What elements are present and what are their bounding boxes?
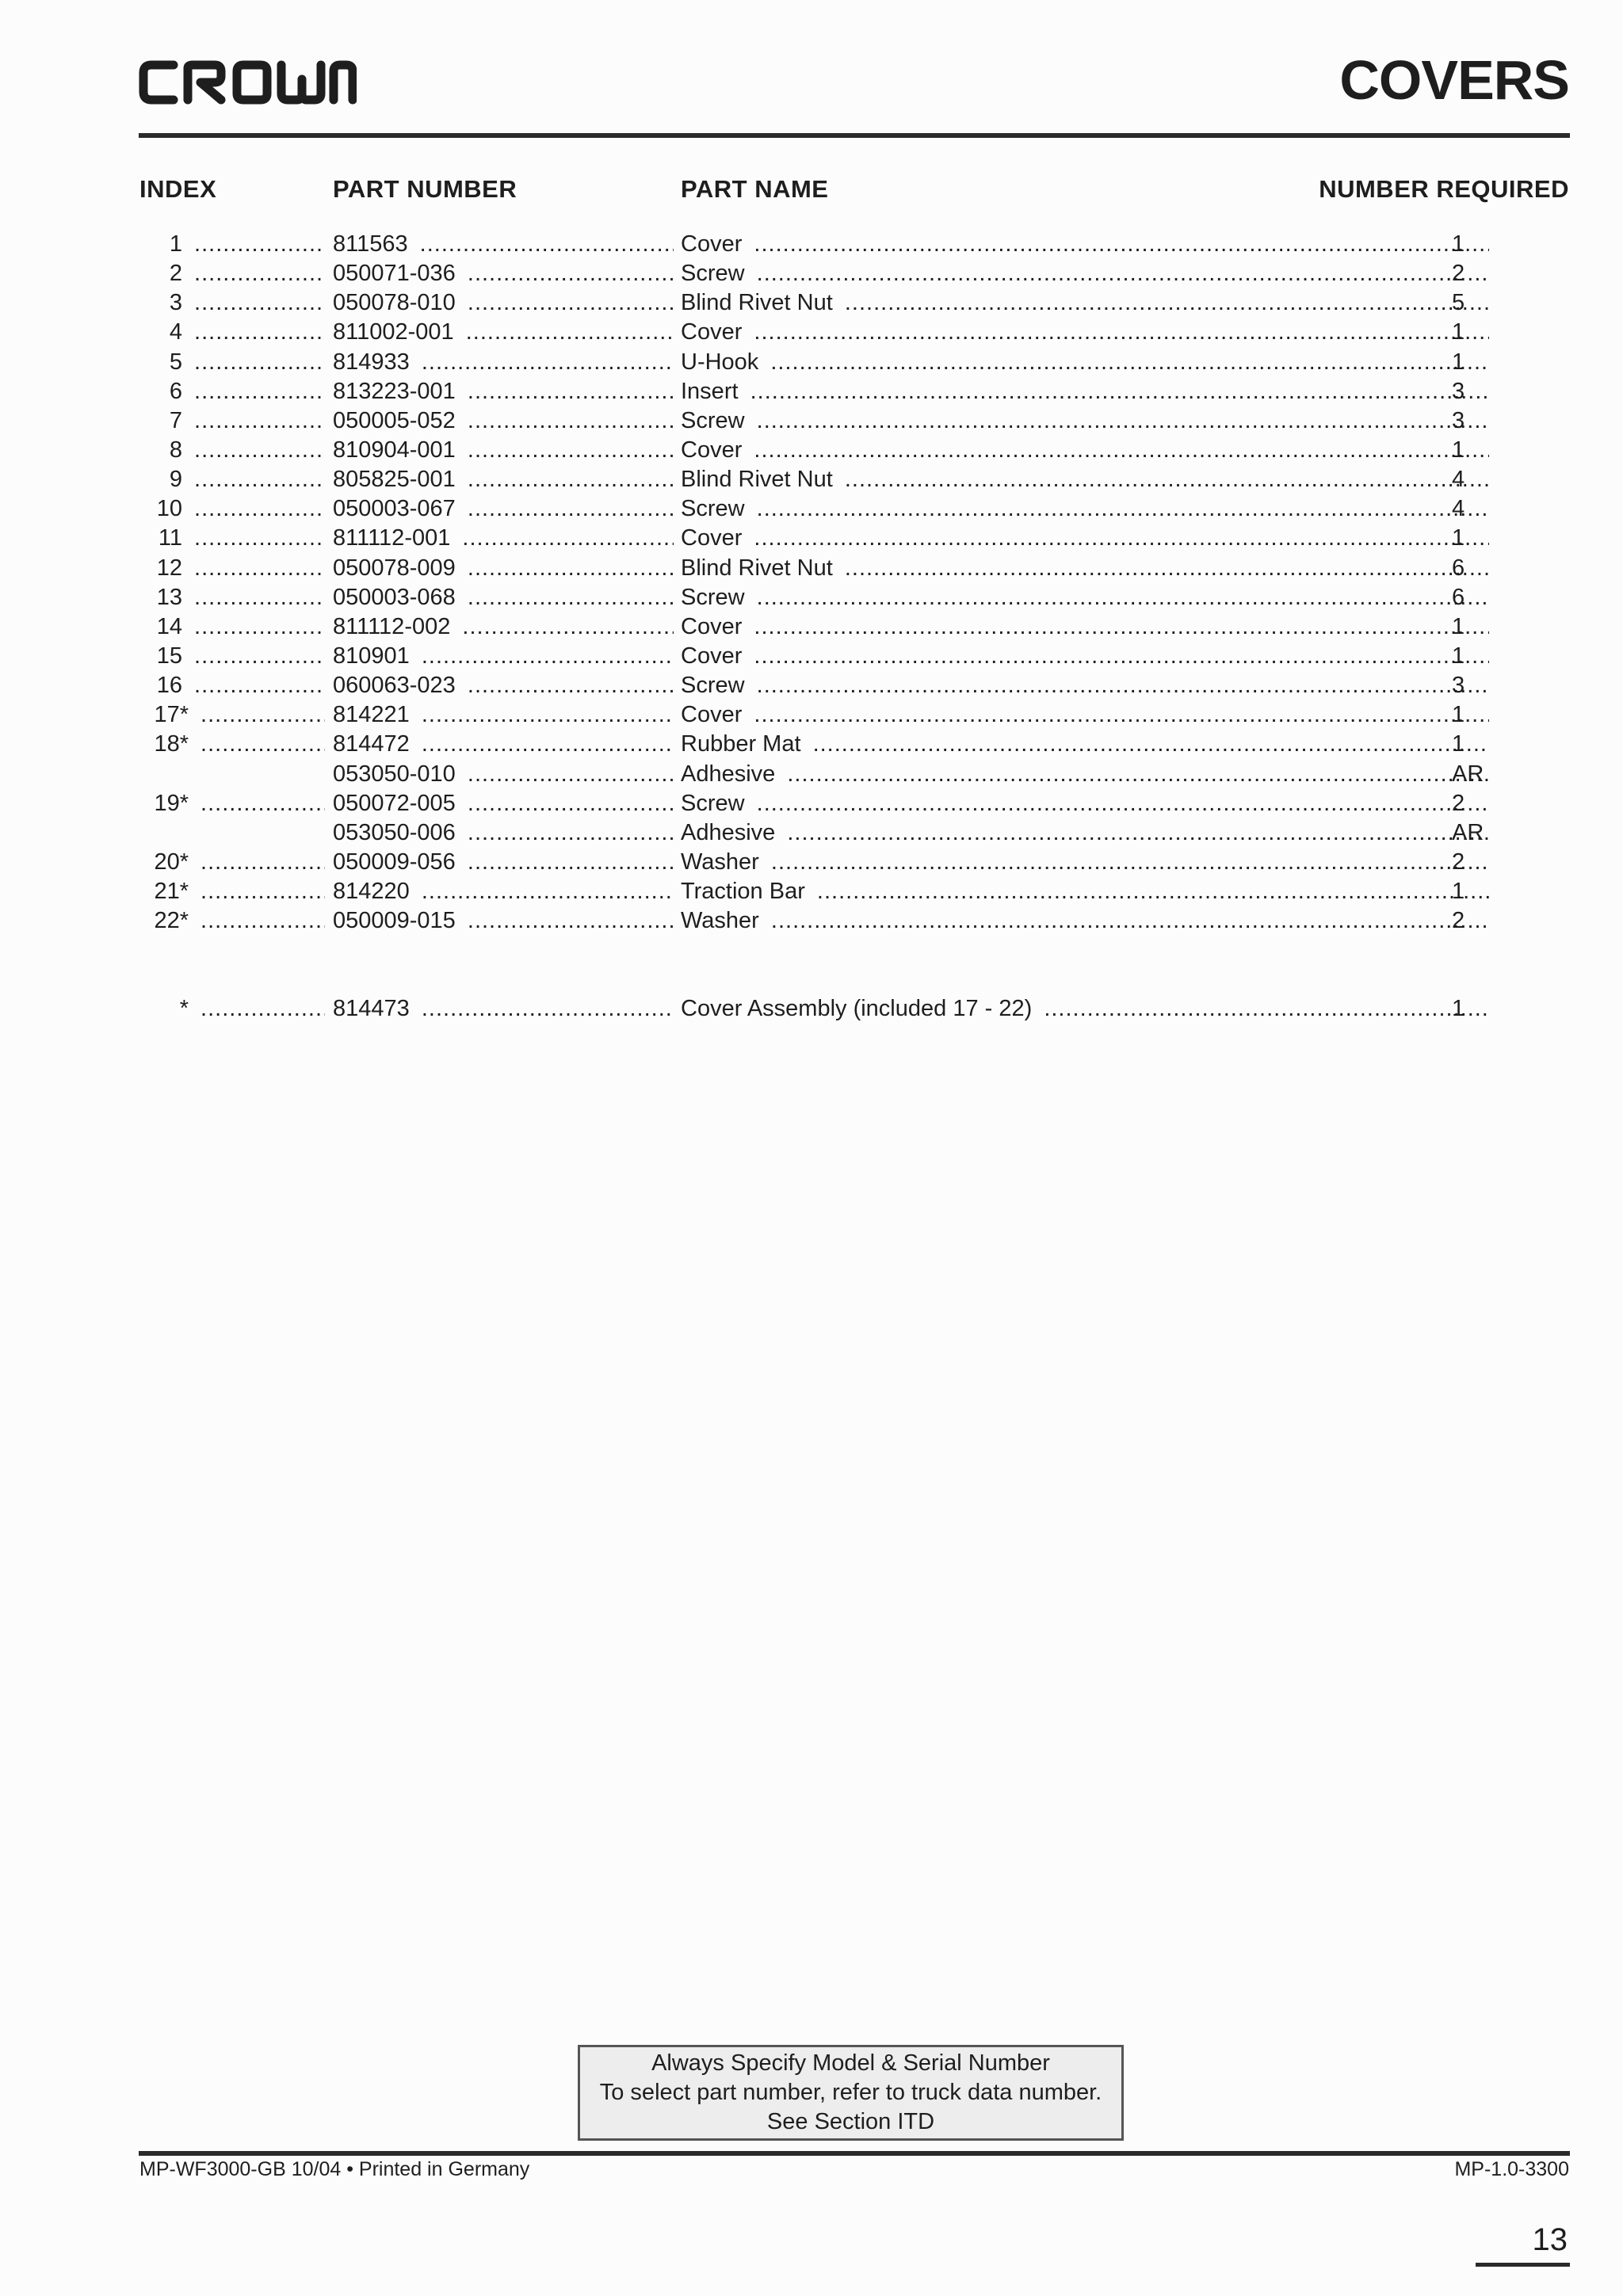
row-part-number: 814473 bbox=[333, 996, 414, 1021]
row-part-number-cell bbox=[333, 377, 674, 406]
row-part-name: Adhesive bbox=[681, 761, 780, 787]
row-quantity: 1 bbox=[1452, 525, 1465, 551]
row-part-number-cell bbox=[333, 230, 674, 259]
row-part-name: Cover bbox=[681, 231, 747, 257]
row-part-number: 814933 bbox=[333, 349, 414, 375]
row-index: 13 bbox=[151, 583, 187, 612]
row-part-name: Cover bbox=[681, 319, 747, 345]
row-part-number: 050009-015 bbox=[333, 908, 460, 933]
table-row bbox=[0, 377, 1623, 406]
row-index: 18* bbox=[151, 730, 193, 759]
table-row bbox=[0, 436, 1623, 465]
row-part-number-cell bbox=[333, 583, 674, 612]
crown-logo bbox=[139, 57, 357, 108]
row-part-number: 810901 bbox=[333, 643, 414, 669]
row-index: 4 bbox=[151, 318, 187, 347]
row-part-number: 811112-002 bbox=[333, 614, 455, 639]
row-index-cell bbox=[151, 642, 325, 671]
row-part-name-cell bbox=[681, 906, 1489, 936]
row-quantity: 1 bbox=[1452, 996, 1465, 1022]
note-line-1: Always Specify Model & Serial Number bbox=[651, 2050, 1050, 2076]
row-part-number-cell bbox=[333, 348, 674, 377]
page-number: 13 bbox=[1532, 2222, 1568, 2257]
table-row bbox=[0, 318, 1623, 347]
row-part-name: Rubber Mat bbox=[681, 731, 806, 757]
row-index-cell bbox=[151, 612, 325, 642]
table-row bbox=[0, 789, 1623, 818]
row-index-cell bbox=[151, 877, 325, 906]
page-number-underline bbox=[1476, 2263, 1570, 2267]
row-part-name-cell bbox=[681, 848, 1489, 877]
row-index: 19* bbox=[151, 789, 193, 818]
row-index: 7 bbox=[151, 406, 187, 436]
table-row bbox=[0, 612, 1623, 642]
row-part-number: 053050-006 bbox=[333, 820, 460, 845]
row-part-name-cell bbox=[681, 377, 1489, 406]
row-index: 22* bbox=[151, 906, 193, 936]
row-quantity: 3 bbox=[1452, 378, 1465, 404]
row-index: 12 bbox=[151, 554, 187, 583]
row-part-name-cell bbox=[681, 994, 1489, 1024]
row-part-name-cell bbox=[681, 259, 1489, 288]
header-divider bbox=[139, 133, 1570, 138]
row-part-number-cell bbox=[333, 906, 674, 936]
row-index: 11 bbox=[151, 524, 187, 553]
row-part-number: 814220 bbox=[333, 879, 414, 904]
row-part-name: Cover bbox=[681, 437, 747, 463]
row-part-name-cell bbox=[681, 583, 1489, 612]
row-part-number: 810904-001 bbox=[333, 437, 460, 463]
row-index: 5 bbox=[151, 348, 187, 377]
table-row bbox=[0, 877, 1623, 906]
row-quantity: AR bbox=[1452, 819, 1484, 845]
row-quantity: 6 bbox=[1452, 555, 1465, 581]
table-row bbox=[0, 494, 1623, 524]
table-row bbox=[0, 730, 1623, 759]
table-row bbox=[0, 348, 1623, 377]
row-index-cell bbox=[151, 906, 325, 936]
row-part-name: Cover bbox=[681, 643, 747, 669]
table-row bbox=[0, 259, 1623, 288]
row-index-cell bbox=[151, 700, 325, 730]
row-part-number: 811563 bbox=[333, 231, 413, 257]
row-index-cell bbox=[151, 494, 325, 524]
row-index: 6 bbox=[151, 377, 187, 406]
row-index-cell bbox=[151, 288, 325, 318]
row-part-number: 050072-005 bbox=[333, 791, 460, 816]
row-part-number: 814221 bbox=[333, 702, 414, 727]
row-part-name-cell bbox=[681, 877, 1489, 906]
row-part-name-cell bbox=[681, 318, 1489, 347]
row-part-name-cell bbox=[681, 671, 1489, 700]
row-index-cell bbox=[151, 377, 325, 406]
footer-document-code: MP-1.0-3300 bbox=[1454, 2158, 1569, 2180]
row-part-name-cell bbox=[681, 818, 1489, 848]
row-part-number-cell bbox=[333, 524, 674, 553]
table-row bbox=[0, 760, 1623, 789]
row-quantity: 2 bbox=[1452, 261, 1465, 287]
row-index: 10 bbox=[151, 494, 187, 524]
row-part-number-cell bbox=[333, 406, 674, 436]
row-index: 21* bbox=[151, 877, 193, 906]
row-part-number-cell bbox=[333, 465, 674, 494]
table-row bbox=[0, 288, 1623, 318]
row-part-number: 053050-010 bbox=[333, 761, 460, 787]
table-row bbox=[0, 671, 1623, 700]
row-part-name: Washer bbox=[681, 908, 764, 933]
row-part-name: Washer bbox=[681, 849, 764, 875]
row-quantity: 4 bbox=[1452, 467, 1465, 493]
row-part-number: 811112-001 bbox=[333, 525, 455, 551]
row-part-name: Blind Rivet Nut bbox=[681, 555, 838, 581]
row-part-name: Traction Bar bbox=[681, 879, 810, 904]
table-row bbox=[0, 554, 1623, 583]
table-row bbox=[0, 524, 1623, 553]
table-row bbox=[0, 818, 1623, 848]
row-part-name-cell bbox=[681, 642, 1489, 671]
row-part-number-cell bbox=[333, 288, 674, 318]
row-part-name-cell bbox=[681, 348, 1489, 377]
row-part-name-cell bbox=[681, 524, 1489, 553]
row-quantity: 6 bbox=[1452, 584, 1465, 610]
row-index: 2 bbox=[151, 259, 187, 288]
row-part-number-cell bbox=[333, 494, 674, 524]
row-part-number-cell bbox=[333, 642, 674, 671]
row-part-name: Blind Rivet Nut bbox=[681, 290, 838, 315]
row-part-name: Screw bbox=[681, 408, 750, 433]
row-part-number: 060063-023 bbox=[333, 673, 460, 698]
table-row bbox=[0, 465, 1623, 494]
row-index-cell bbox=[151, 848, 325, 877]
row-part-name: Screw bbox=[681, 673, 750, 698]
row-part-name-cell bbox=[681, 494, 1489, 524]
row-index-cell bbox=[151, 318, 325, 347]
row-part-number: 050078-010 bbox=[333, 290, 460, 315]
row-part-name-cell bbox=[681, 730, 1489, 759]
row-part-number-cell bbox=[333, 259, 674, 288]
row-index-cell bbox=[151, 524, 325, 553]
row-quantity: 1 bbox=[1452, 231, 1465, 257]
row-index-cell bbox=[151, 789, 325, 818]
row-index: 14 bbox=[151, 612, 187, 642]
row-quantity: 2 bbox=[1452, 908, 1465, 934]
row-index: 16 bbox=[151, 671, 187, 700]
table-row bbox=[0, 406, 1623, 436]
row-part-number-cell bbox=[333, 612, 674, 642]
row-index: 15 bbox=[151, 642, 187, 671]
row-index-cell bbox=[151, 259, 325, 288]
row-index-cell bbox=[151, 436, 325, 465]
row-quantity: 1 bbox=[1452, 437, 1465, 463]
row-part-name: Screw bbox=[681, 496, 750, 521]
row-part-number: 050003-068 bbox=[333, 585, 460, 610]
row-part-number-cell bbox=[333, 848, 674, 877]
row-index: 17* bbox=[151, 700, 193, 730]
row-part-number-cell bbox=[333, 730, 674, 759]
ordering-note-box bbox=[578, 2045, 1124, 2141]
row-part-name: Cover bbox=[681, 702, 747, 727]
row-part-name-cell bbox=[681, 789, 1489, 818]
row-part-number-cell bbox=[333, 554, 674, 583]
row-part-name-cell bbox=[681, 700, 1489, 730]
page-title: COVERS bbox=[1339, 49, 1569, 111]
note-line-3: See Section ITD bbox=[766, 2109, 935, 2134]
row-part-name: Screw bbox=[681, 585, 750, 610]
row-part-name-cell bbox=[681, 230, 1489, 259]
row-quantity: AR bbox=[1452, 761, 1484, 787]
row-part-number: 811002-001 bbox=[333, 319, 459, 345]
row-index-cell bbox=[151, 554, 325, 583]
col-header-part-name: PART NAME bbox=[681, 175, 829, 203]
row-part-number: 805825-001 bbox=[333, 467, 460, 492]
table-row bbox=[0, 642, 1623, 671]
row-part-name: Screw bbox=[681, 791, 750, 816]
row-quantity: 2 bbox=[1452, 790, 1465, 816]
row-index: * bbox=[151, 994, 193, 1024]
row-part-number: 814472 bbox=[333, 731, 414, 757]
row-quantity: 1 bbox=[1452, 731, 1465, 757]
table-row bbox=[0, 583, 1623, 612]
row-part-name-cell bbox=[681, 465, 1489, 494]
row-part-number: 050078-009 bbox=[333, 555, 460, 581]
table-row bbox=[0, 848, 1623, 877]
row-quantity: 1 bbox=[1452, 879, 1465, 905]
row-part-number: 813223-001 bbox=[333, 379, 460, 404]
row-part-name-cell bbox=[681, 288, 1489, 318]
col-header-number-required: NUMBER REQUIRED bbox=[1319, 175, 1569, 203]
row-index: 8 bbox=[151, 436, 187, 465]
footer-publication: MP-WF3000-GB 10/04 • Printed in Germany bbox=[139, 2158, 530, 2180]
row-part-name: Blind Rivet Nut bbox=[681, 467, 838, 492]
row-part-number-cell bbox=[333, 436, 674, 465]
row-index: 1 bbox=[151, 230, 187, 259]
row-index: 3 bbox=[151, 288, 187, 318]
row-index-cell bbox=[151, 465, 325, 494]
table-row bbox=[0, 906, 1623, 936]
row-quantity: 1 bbox=[1452, 643, 1465, 669]
row-part-number: 050005-052 bbox=[333, 408, 460, 433]
row-quantity: 4 bbox=[1452, 496, 1465, 522]
row-index-cell bbox=[151, 730, 325, 759]
row-part-number-cell bbox=[333, 671, 674, 700]
row-quantity: 1 bbox=[1452, 349, 1465, 375]
row-part-number-cell bbox=[333, 877, 674, 906]
col-header-index: INDEX bbox=[139, 175, 217, 203]
row-part-number-cell bbox=[333, 700, 674, 730]
row-part-number-cell bbox=[333, 318, 674, 347]
row-quantity: 3 bbox=[1452, 407, 1465, 433]
row-part-number-cell bbox=[333, 760, 674, 789]
row-quantity: 1 bbox=[1452, 702, 1465, 728]
row-part-number-cell bbox=[333, 994, 674, 1024]
row-quantity: 1 bbox=[1452, 613, 1465, 639]
row-part-name-cell bbox=[681, 554, 1489, 583]
col-header-part-number: PART NUMBER bbox=[333, 175, 517, 203]
table-row bbox=[0, 994, 1623, 1024]
row-part-name: Cover Assembly (included 17 - 22) bbox=[681, 996, 1037, 1021]
row-quantity: 2 bbox=[1452, 849, 1465, 875]
row-index-cell bbox=[151, 583, 325, 612]
row-part-name-cell bbox=[681, 612, 1489, 642]
row-part-name: Cover bbox=[681, 614, 747, 639]
row-quantity: 3 bbox=[1452, 673, 1465, 699]
row-part-number-cell bbox=[333, 818, 674, 848]
row-index: 9 bbox=[151, 465, 187, 494]
row-index-cell bbox=[151, 406, 325, 436]
row-index-cell bbox=[151, 671, 325, 700]
row-part-number: 050071-036 bbox=[333, 261, 460, 286]
table-row bbox=[0, 700, 1623, 730]
row-index-cell bbox=[151, 994, 325, 1024]
row-index-cell bbox=[151, 348, 325, 377]
row-part-number: 050003-067 bbox=[333, 496, 460, 521]
parts-list bbox=[0, 230, 1623, 1024]
row-part-name: Cover bbox=[681, 525, 747, 551]
row-index-cell bbox=[151, 230, 325, 259]
row-part-name-cell bbox=[681, 436, 1489, 465]
row-part-number: 050009-056 bbox=[333, 849, 460, 875]
row-part-name-cell bbox=[681, 760, 1489, 789]
note-line-2: To select part number, refer to truck data number. bbox=[599, 2080, 1102, 2105]
row-index: 20* bbox=[151, 848, 193, 877]
row-quantity: 1 bbox=[1452, 319, 1465, 345]
row-part-name: Insert bbox=[681, 379, 743, 404]
row-part-name-cell bbox=[681, 406, 1489, 436]
row-part-name: Adhesive bbox=[681, 820, 780, 845]
row-quantity: 5 bbox=[1452, 290, 1465, 316]
table-row bbox=[0, 230, 1623, 259]
row-part-name: U-Hook bbox=[681, 349, 763, 375]
row-part-number-cell bbox=[333, 789, 674, 818]
row-part-name: Screw bbox=[681, 261, 750, 286]
